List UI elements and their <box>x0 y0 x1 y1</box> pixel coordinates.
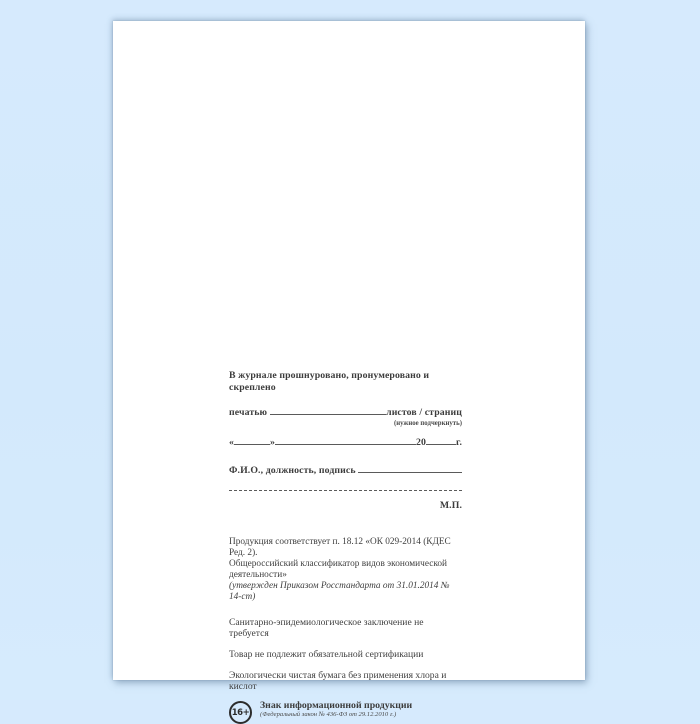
binding-statement: В журнале прошнуровано, пронумеровано и скреплено <box>229 370 430 393</box>
eco-paper-note: Экологически чистая бумага без применения хлора и кислот <box>229 670 447 692</box>
sanitary-note: Санитарно-эпидемиологическое заключение не требуется <box>229 617 424 639</box>
open-quote: « <box>229 437 234 448</box>
age-rating-text <box>260 700 412 719</box>
year-prefix: 20 <box>416 437 426 448</box>
compliance-line-2: Общероссийский классификатор видов экономической деятельности» <box>229 559 447 580</box>
certification-note: Товар не подлежит обязательной сертификации <box>229 649 424 660</box>
sheets-count-blank <box>270 405 386 415</box>
name-blank <box>358 463 462 473</box>
stamp-place-label: М.П. <box>439 500 462 511</box>
date-row <box>229 435 462 449</box>
signature-line-row <box>229 481 462 491</box>
day-blank <box>234 435 270 445</box>
age-16-plus-icon: 16+ <box>229 701 252 724</box>
name-position-row <box>229 463 462 477</box>
age-rating-title: Знак информационной продукции <box>260 700 413 711</box>
close-quote: » <box>270 437 275 448</box>
seal-label: печатью <box>229 407 270 418</box>
compliance-line-3: (утвержден Приказом Росстандарта от 31.01.2014 № 14-ст) <box>229 581 450 602</box>
month-blank <box>275 435 416 445</box>
compliance-paragraph <box>229 537 462 603</box>
year-suffix: г. <box>456 437 462 448</box>
age-rating-law: (Федеральный закон № 436-ФЗ от 29.12.2010 г.) <box>260 711 397 718</box>
page-content <box>229 370 462 724</box>
signature-blank <box>229 481 462 491</box>
sheets-pages-label: листов / страниц <box>386 407 462 418</box>
name-position-label: Ф.И.О., должность, подпись <box>229 465 359 476</box>
age-rating-block <box>229 700 462 724</box>
year-blank <box>426 435 456 445</box>
sheets-count-row <box>229 405 462 419</box>
document-page <box>113 21 585 718</box>
underline-instruction: (нужное подчеркнуть) <box>393 420 462 427</box>
compliance-line-1: Продукция соответствует п. 18.12 «ОК 029-2014 (КДЕС Ред. 2). <box>229 537 451 558</box>
